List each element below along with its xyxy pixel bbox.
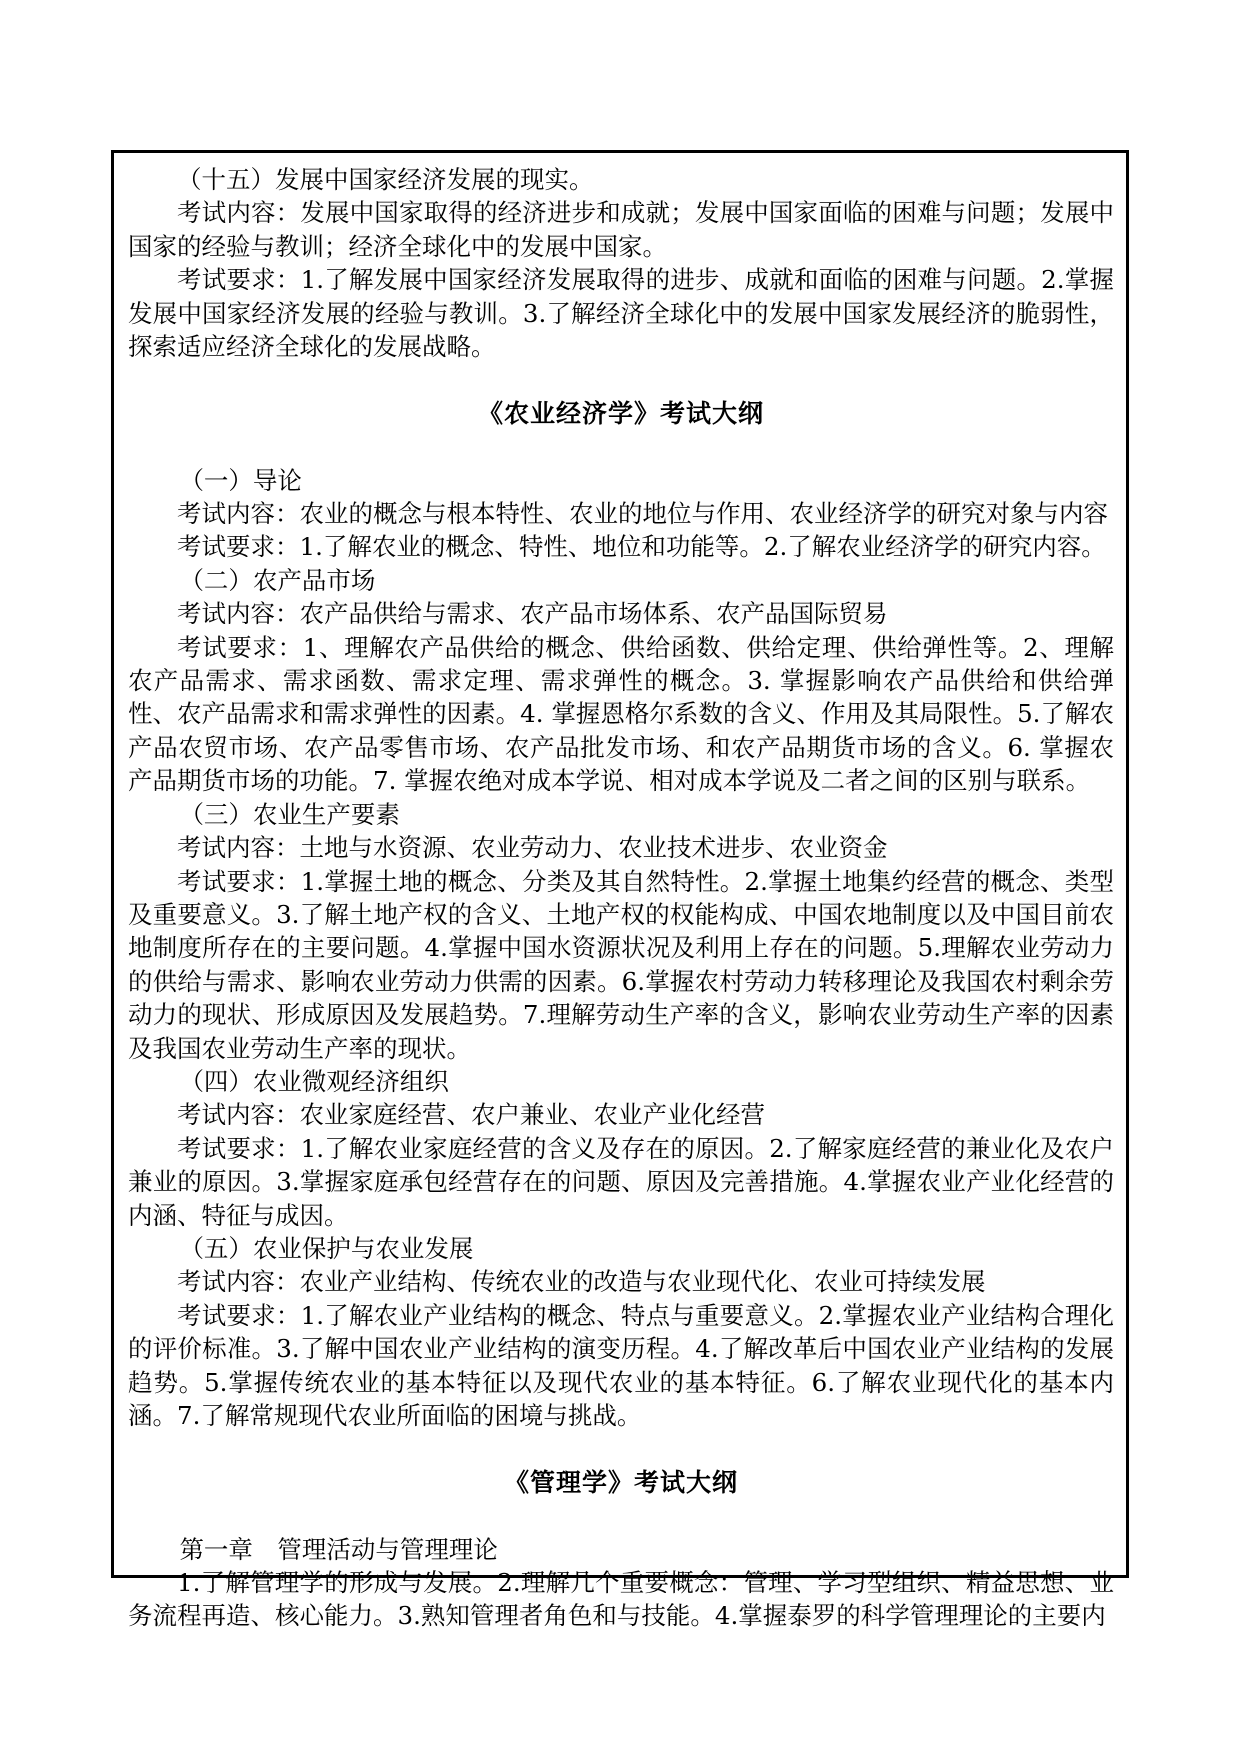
ag-section-3-exam-content: 考试内容：土地与水资源、农业劳动力、农业技术进步、农业资金 (177, 833, 888, 863)
page-content-frame (111, 150, 1129, 1631)
ag-section-4-exam-content: 考试内容：农业家庭经营、农户兼业、农业产业化经营 (177, 1100, 765, 1130)
management-chapter-1-heading: 第一章 管理活动与管理理论 (179, 1534, 498, 1564)
outline-title-management: 《管理学》考试大纲 (503, 1467, 738, 1497)
ag-section-2-exam-requirement: 考试要求：1、理解农产品供给的概念、供给函数、供给定理、供给弹性等。2、理解农产品需求、需求函数、需求定理、需求弹性的概念。3. 掌握影响农产品供给和供给弹性、农产品需求和需求弹性的因素。4. 掌握恩格尔系数的含义、作用及其局限性。5.了解农产品农贸市场、农产品零售市场、农产品批发市场、和农产品期货市场的含义。6. 掌握农产品期货市场的功能。7. 掌握农绝对成本学说、相对成本学说及二者之间的区别与联系。 (128, 632, 1114, 796)
outline-title-agricultural-economics: 《农业经济学》考试大纲 (477, 398, 764, 428)
ag-section-4-heading: （四）农业微观经济组织 (179, 1066, 449, 1096)
spacer (128, 1499, 1114, 1532)
ag-section-1-heading: （一）导论 (179, 465, 302, 495)
ag-section-2-heading: （二）农产品市场 (179, 565, 376, 595)
ag-section-1-exam-content: 考试内容：农业的概念与根本特性、农业的地位与作用、农业经济学的研究对象与内容 (177, 499, 1108, 529)
section-15-exam-content: 考试内容：发展中国家取得的经济进步和成就；发展中国家面临的困难与问题；发展中国家的经验与教训；经济全球化中的发展中国家。 (128, 198, 1114, 261)
ag-section-4-exam-requirement: 考试要求：1.了解农业家庭经营的含义及存在的原因。2.了解家庭经营的兼业化及农户兼业的原因。3.掌握家庭承包经营存在的问题、原因及完善措施。4.掌握农业产业化经营的内涵、特征与成因。 (128, 1133, 1114, 1230)
section-15-title: （十五）发展中国家经济发展的现实。 (177, 165, 594, 194)
ag-section-3-exam-requirement: 考试要求：1.掌握土地的概念、分类及其自然特性。2.掌握土地集约经营的概念、类型及重要意义。3.了解土地产权的含义、土地产权的权能构成、中国农地制度以及中国目前农地制度所存在的主要问题。4.掌握中国水资源状况及利用上存在的问题。5.理解农业劳动力的供给与需求、影响农业劳动力供需的因素。6.掌握农村劳动力转移理论及我国农村剩余劳动力的现状、形成原因及发展趋势。7.理解劳动生产率的含义，影响农业劳动生产率的因素及我国农业劳动生产率的现状。 (128, 866, 1114, 1063)
spacer (128, 430, 1114, 463)
management-chapter-1-body: 1.了解管理学的形成与发展。2.理解几个重要概念：管理、学习型组织、精益思想、业务流程再造、核心能力。3.熟知管理者角色和与技能。4.掌握泰罗的科学管理理论的主要内 (128, 1568, 1114, 1631)
ag-section-5-exam-content: 考试内容：农业产业结构、传统农业的改造与农业现代化、农业可持续发展 (177, 1267, 986, 1297)
document-body (128, 163, 1114, 1633)
ag-section-1-exam-requirement: 考试要求：1.了解农业的概念、特性、地位和功能等。2.了解农业经济学的研究内容。 (177, 532, 1106, 562)
ag-section-5-exam-requirement: 考试要求：1.了解农业产业结构的概念、特点与重要意义。2.掌握农业产业结构合理化的评价标准。3.了解中国农业产业结构的演变历程。4.了解改革后中国农业产业结构的发展趋势。5.掌握传统农业的基本特征以及现代农业的基本特征。6.了解农业现代化的基本内涵。7.了解常规现代农业所面临的困境与挑战。 (128, 1300, 1114, 1430)
spacer (128, 1432, 1114, 1465)
ag-section-5-heading: （五）农业保护与农业发展 (179, 1233, 474, 1263)
ag-section-2-exam-content: 考试内容：农产品供给与需求、农产品市场体系、农产品国际贸易 (177, 599, 888, 629)
spacer (128, 363, 1114, 396)
section-15-exam-requirement: 考试要求：1.了解发展中国家经济发展取得的进步、成就和面临的困难与问题。2.掌握发展中国家经济发展的经验与教训。3.了解经济全球化中的发展中国家发展经济的脆弱性，探索适应经济全球化的发展战略。 (128, 265, 1114, 362)
ag-section-3-heading: （三）农业生产要素 (179, 799, 400, 829)
